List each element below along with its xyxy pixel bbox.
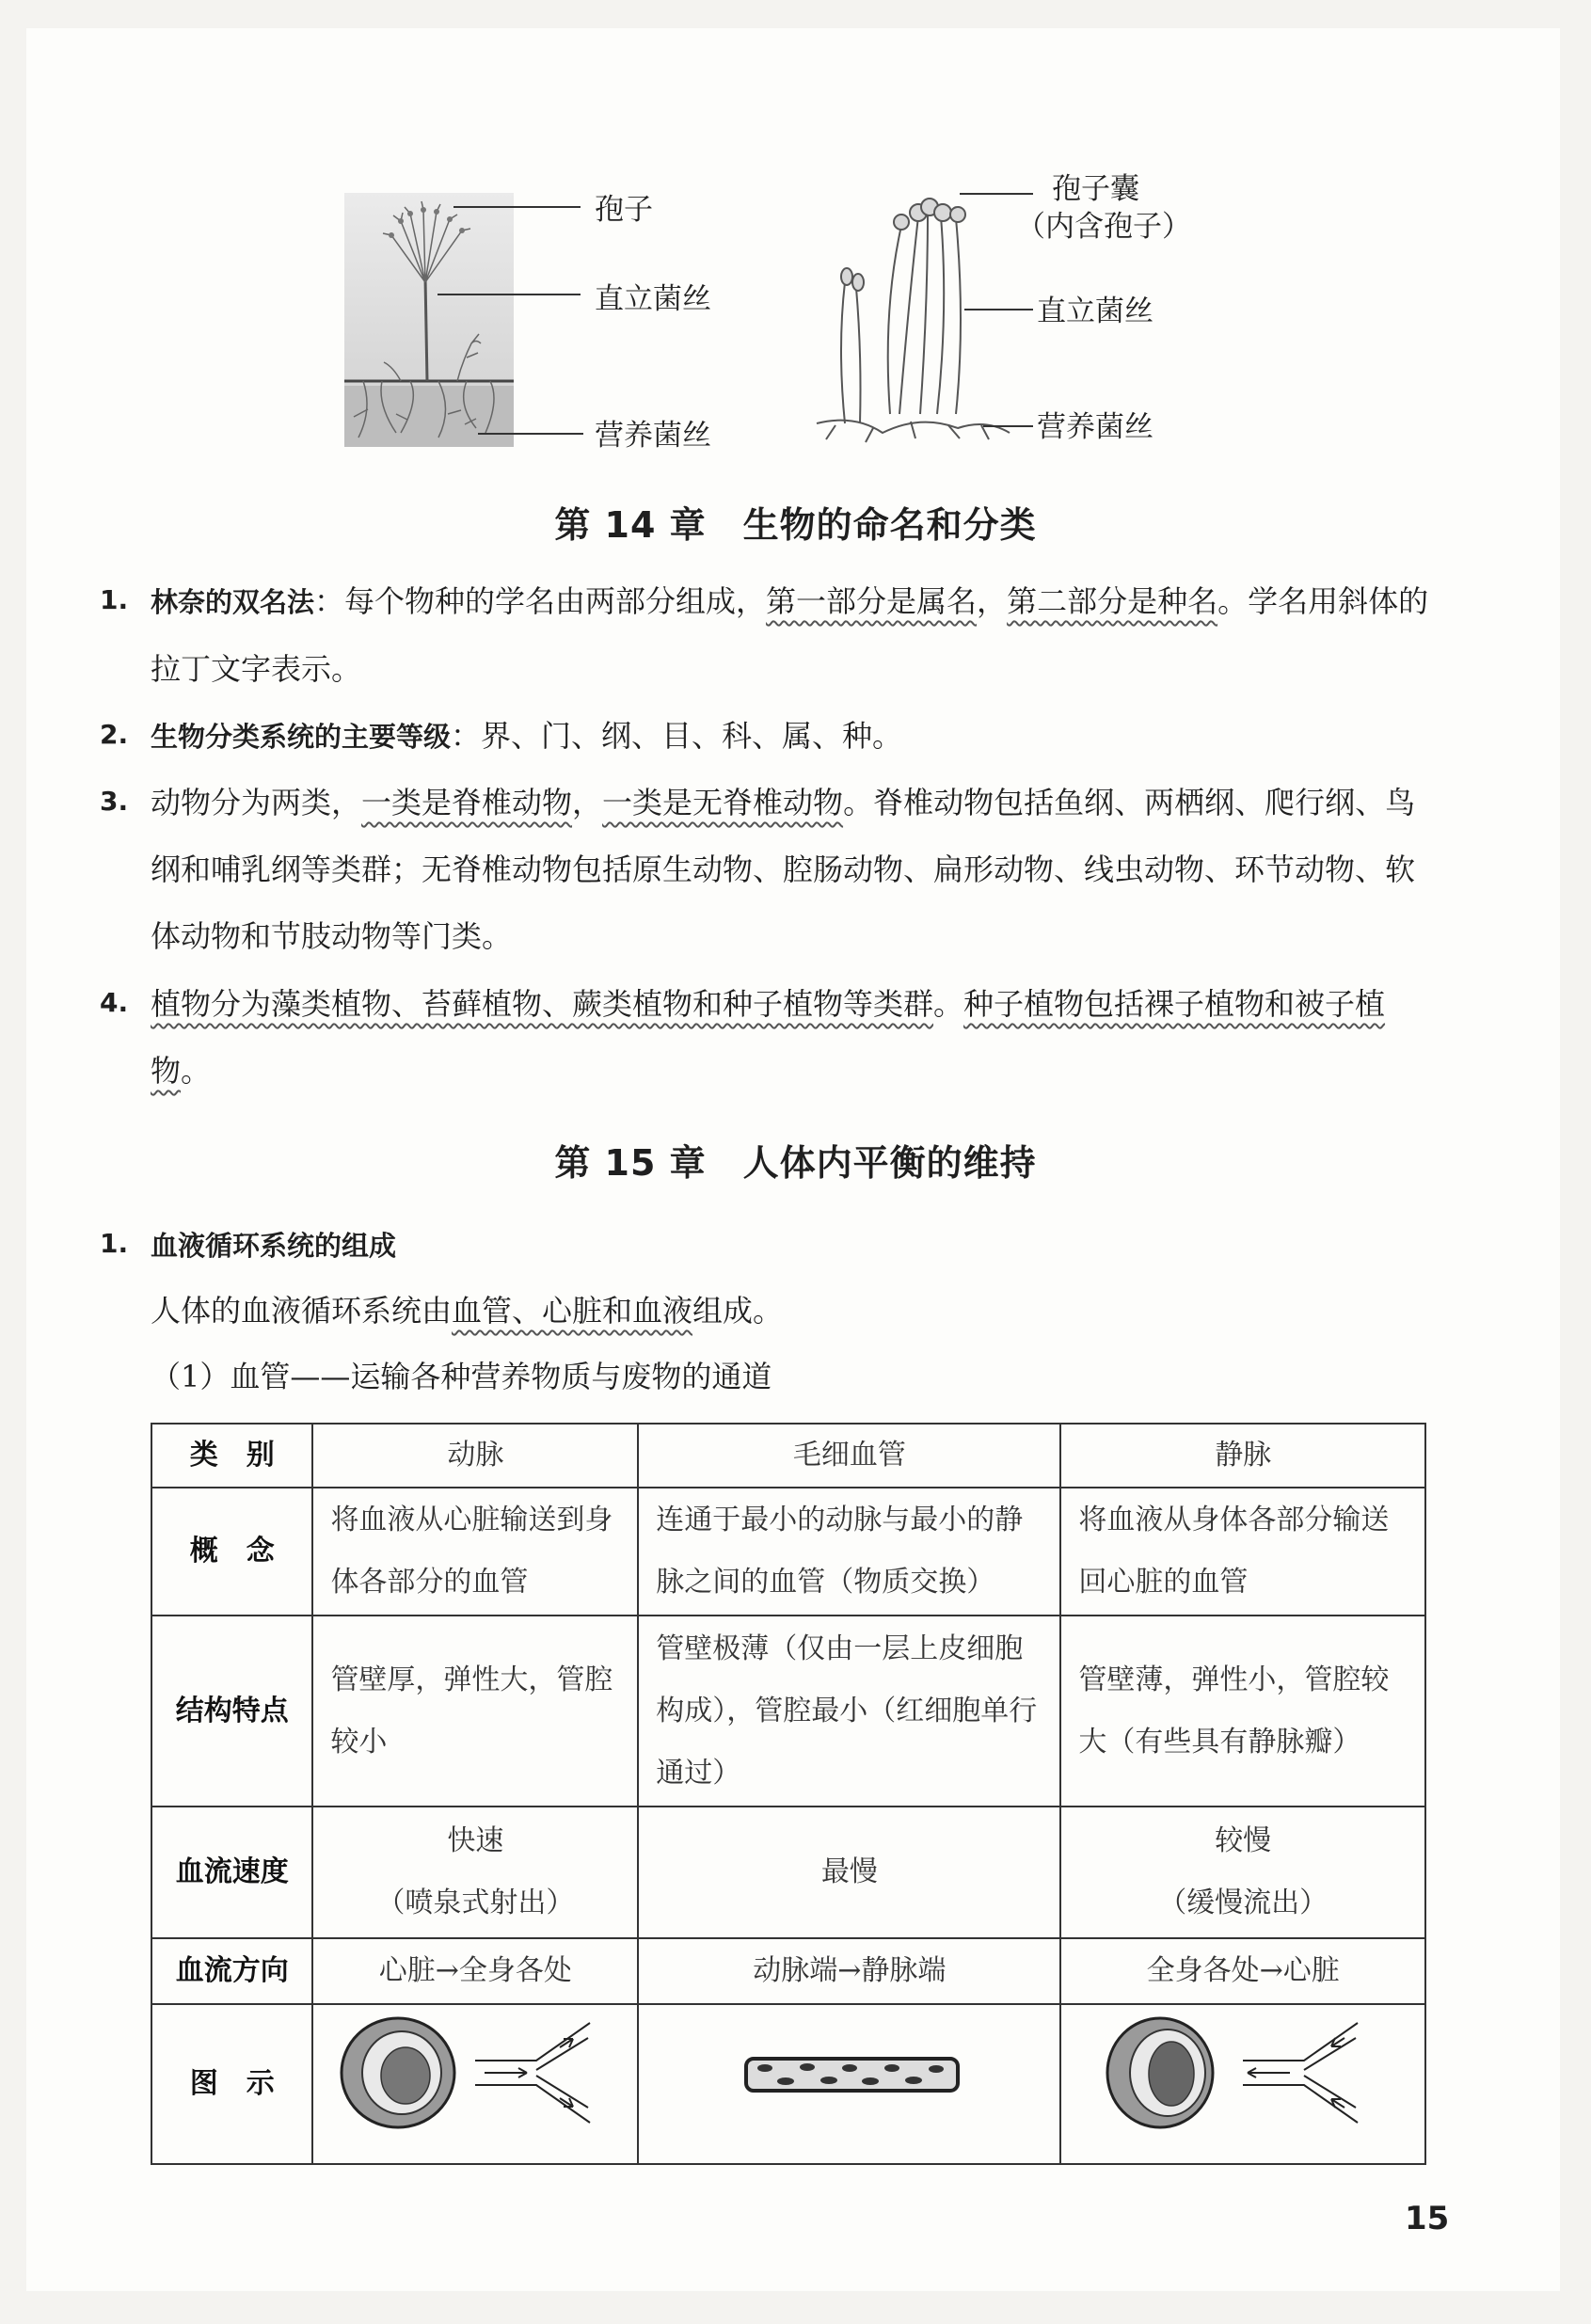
row-header: 结构特点 [151,1616,312,1807]
label-contains-spores: （内含孢子） [1016,210,1191,244]
chapter-15-title: 第 15 章 人体内平衡的维持 [554,1142,1037,1184]
table-cell: 连通于最小的动脉与最小的静脉之间的血管（物质交换） [638,1488,1060,1616]
ch15-section-1-heading: 血液循环系统的组成 [151,1230,397,1262]
item-number: 2. [100,719,129,750]
leader-line [438,294,581,295]
table-row [151,1807,1425,1938]
table-header: 静脉 [1060,1424,1425,1488]
table-cell: 将血液从心脏输送到身体各部分的血管 [312,1488,638,1616]
artery-diagram [334,2012,616,2134]
ch14-item-4: 植物分为藻类植物、苔藓植物、蕨类植物和种子植物等类群。种子植物包括裸子植物和被子植物。 [151,986,1386,1089]
item-number: 1. [100,584,129,615]
ch15-subheading-vessels: （1）血管——运输各种营养物质与废物的通道 [151,1359,772,1394]
table-header-row [151,1424,1425,1488]
table-row [151,1616,1425,1807]
label-sporangium: 孢子囊 [1052,172,1139,206]
label-erect-hyphae: 直立菌丝 [595,282,711,316]
label-erect-hyphae: 直立菌丝 [1037,294,1153,328]
label-spore: 孢子 [595,193,653,227]
leader-line [964,309,1033,310]
item-number: 1. [100,1228,129,1259]
rhizopus-illustration-left [344,193,514,447]
table-header: 动脉 [312,1424,638,1488]
row-header: 血流速度 [151,1807,312,1938]
table-cell-artery-diagram [312,2004,638,2164]
ch14-item-3: 动物分为两类，一类是脊椎动物，一类是无脊椎动物。脊椎动物包括鱼纲、两栖纲、爬行纲、鸟纲和哺乳纲等类群；无脊椎动物包括原生动物、腔肠动物、扁形动物、线虫动物、环节动物、软体动物和节肢动物等门类。 [151,785,1416,954]
item-number: 3. [100,786,129,817]
row-header: 图 示 [151,2004,312,2164]
table-header: 毛细血管 [638,1424,1060,1488]
table-row [151,1488,1425,1616]
table-cell: 心脏→全身各处 [312,1938,638,2004]
ch14-item-2: 生物分类系统的主要等级：界、门、纲、目、科、属、种。 [151,718,903,754]
item-number: 4. [100,987,129,1018]
row-header: 血流方向 [151,1938,312,2004]
ch14-item-1: 林奈的双名法：每个物种的学名由两部分组成，第一部分是属名，第二部分是种名。学名用斜体的拉丁文字表示。 [151,583,1429,687]
ch15-intro: 人体的血液循环系统由血管、心脏和血液组成。 [151,1293,784,1329]
leader-line [960,193,1033,195]
page-number: 15 [1405,2200,1450,2237]
table-cell-vein-diagram [1060,2004,1425,2164]
row-header: 概 念 [151,1488,312,1616]
table-cell: 快速 （喷泉式射出） [312,1807,638,1938]
capillary-diagram [718,2040,981,2106]
table-row [151,1938,1425,2004]
chapter-14-title: 第 14 章 生物的命名和分类 [554,504,1037,546]
leader-line [983,425,1033,427]
vein-diagram [1102,2012,1384,2134]
rhizopus-illustration-right [807,179,1014,447]
leader-line [478,433,583,435]
table-cell: 管壁极薄（仅由一层上皮细胞构成），管腔最小（红细胞单行通过） [638,1616,1060,1807]
label-vegetative-hyphae: 营养菌丝 [1037,410,1153,444]
table-cell: 较慢 （缓慢流出） [1060,1807,1425,1938]
term-taxonomy-ranks: 生物分类系统的主要等级 [151,721,452,753]
table-row [151,2004,1425,2164]
term-binomial: 林奈的双名法 [151,586,315,618]
table-cell-capillary-diagram [638,2004,1060,2164]
label-vegetative-hyphae: 营养菌丝 [595,419,711,453]
table-cell: 将血液从身体各部分输送回心脏的血管 [1060,1488,1425,1616]
table-cell: 管壁薄，弹性小，管腔较大（有些具有静脉瓣） [1060,1616,1425,1807]
table-header: 类 别 [151,1424,312,1488]
table-cell: 全身各处→心脏 [1060,1938,1425,2004]
blood-vessel-table [151,1423,1426,2165]
table-cell: 最慢 [638,1807,1060,1938]
table-cell: 动脉端→静脉端 [638,1938,1060,2004]
table-cell: 管壁厚，弹性大，管腔较小 [312,1616,638,1807]
leader-line [453,206,581,208]
